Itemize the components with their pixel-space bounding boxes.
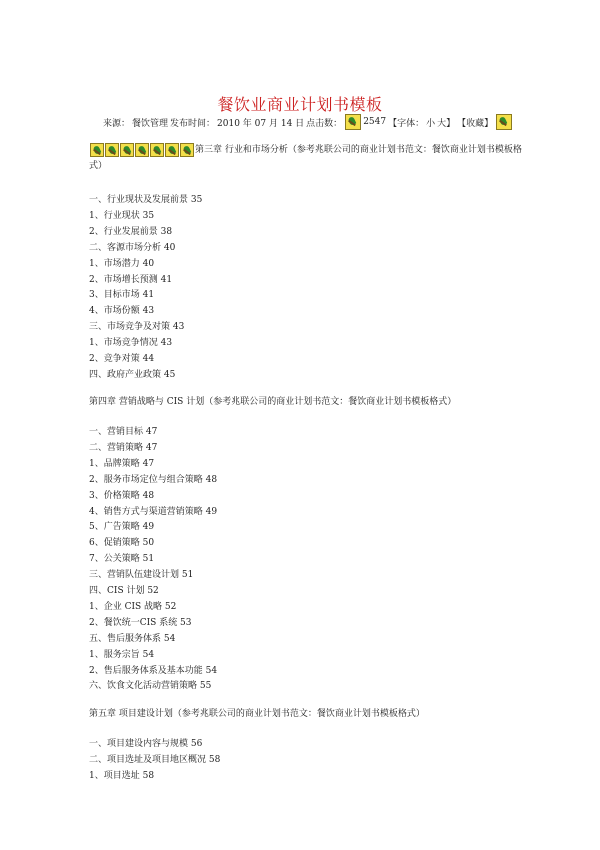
- list-item: 1、品牌策略 47: [89, 458, 155, 469]
- list-item: 7、公关策略 51: [89, 554, 155, 565]
- plant-icon: [105, 143, 119, 157]
- list-item: 一、项目建设内容与规模 56: [89, 739, 203, 749]
- source-label: 来源：: [103, 118, 131, 129]
- list-item: 2、售后服务体系及基本功能 54: [89, 665, 218, 676]
- plant-icon: [165, 143, 179, 157]
- chapter3-heading: 第三章 行业和市场分析（参考兆联公司的商业计划书范文：餐饮商业计划书模板格式）: [89, 145, 522, 171]
- list-item: 五、售后服务体系 54: [89, 633, 176, 644]
- clicks-value: 2547: [363, 117, 387, 127]
- plant-icon: [496, 114, 512, 130]
- list-item: 1、行业现状 35: [89, 210, 155, 221]
- list-item: 1、市场竞争情况 43: [89, 338, 173, 349]
- list-item: 四、CIS 计划 52: [89, 586, 159, 596]
- plant-icon: [345, 114, 361, 130]
- list-item: 2、竞争对策 44: [89, 354, 155, 364]
- list-item: 1、服务宗旨 54: [89, 649, 155, 660]
- favorite-link[interactable]: 【收藏】: [457, 118, 494, 129]
- list-item: 一、营销目标 47: [89, 427, 158, 437]
- chapter3-heading-block: [89, 142, 529, 174]
- chapter5-heading: 第五章 项目建设计划（参考兆联公司的商业计划书范文：餐饮商业计划书模板格式）: [89, 709, 425, 719]
- font-small-link[interactable]: 小: [426, 118, 436, 129]
- clicks-label: 点击数：: [306, 118, 343, 129]
- list-item: 六、饮食文化活动营销策略 55: [89, 681, 212, 692]
- list-item: 2、市场增长预测 41: [89, 274, 173, 285]
- list-item: 3、目标市场 41: [89, 290, 155, 301]
- font-size-label: 【字体：: [388, 118, 425, 129]
- list-item: 3、价格策略 48: [89, 490, 155, 501]
- chapter4-heading: 第四章 营销战略与 CIS 计划（参考兆联公司的商业计划书范文：餐饮商业计划书模板格式）: [89, 397, 457, 407]
- list-item: 二、项目选址及项目地区概况 58: [89, 754, 221, 765]
- list-item: 一、行业现状及发展前景 35: [89, 195, 203, 205]
- plant-icon: [180, 143, 194, 157]
- list-item: 2、餐饮统一CIS 系统 53: [89, 617, 192, 628]
- plant-icon: [120, 143, 134, 157]
- list-item: 6、促销策略 50: [89, 538, 155, 549]
- list-item: 4、市场份额 43: [89, 306, 155, 317]
- list-item: 1、项目选址 58: [89, 770, 155, 781]
- list-item: 三、市场竞争及对策 43: [89, 322, 185, 333]
- list-item: 4、销售方式与渠道营销策略 49: [89, 506, 218, 517]
- article-meta: [103, 114, 514, 130]
- list-item: 2、服务市场定位与组合策略 48: [89, 474, 218, 485]
- plant-icon: [135, 143, 149, 157]
- icon-strip: [89, 143, 194, 157]
- list-item: 1、企业 CIS 战略 52: [89, 601, 177, 612]
- list-item: 5、广告策略 49: [89, 522, 155, 533]
- publish-time: 2010 年 07 月 14 日: [217, 118, 305, 129]
- list-item: 2、行业发展前景 38: [89, 226, 173, 237]
- list-item: 二、客源市场分析 40: [89, 242, 176, 253]
- publish-label: 发布时间：: [170, 118, 216, 129]
- list-item: 1、市场潜力 40: [89, 258, 155, 269]
- page-title: 餐饮业商业计划书模板: [217, 95, 383, 114]
- plant-icon: [150, 143, 164, 157]
- list-item: 三、营销队伍建设计划 51: [89, 570, 194, 581]
- font-large-link[interactable]: 大】: [437, 118, 456, 129]
- list-item: 四、政府产业政策 45: [89, 369, 176, 380]
- source-value: 餐饮管理: [132, 118, 169, 129]
- plant-icon: [90, 143, 104, 157]
- list-item: 二、营销策略 47: [89, 442, 158, 453]
